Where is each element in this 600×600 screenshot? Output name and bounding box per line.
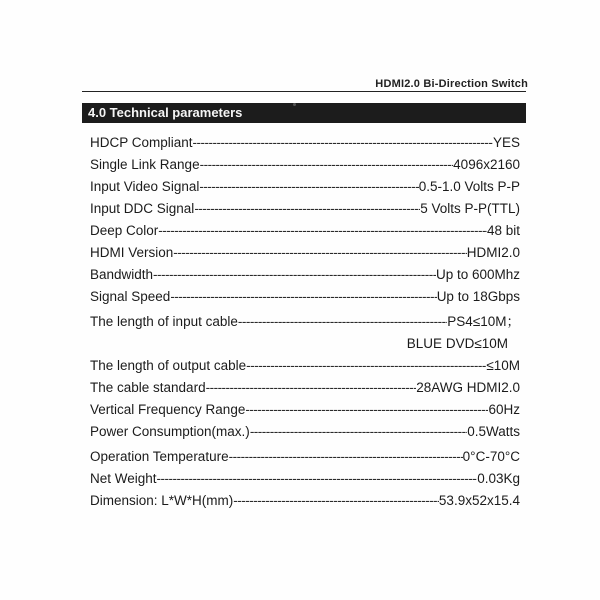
product-title: HDMI2.0 Bi-Direction Switch bbox=[375, 78, 528, 90]
section-header-bar bbox=[82, 103, 526, 123]
parameter-row bbox=[90, 220, 520, 242]
dotted-leader bbox=[158, 220, 487, 242]
parameter-row bbox=[90, 421, 520, 443]
parameter-label: Deep Color bbox=[90, 223, 159, 238]
dotted-leader bbox=[153, 264, 436, 286]
section-title: 4.0 Technical parameters bbox=[88, 105, 243, 120]
parameter-row bbox=[90, 490, 520, 512]
parameter-row bbox=[90, 154, 520, 176]
parameter-label: Vertical Frequency Range bbox=[90, 402, 246, 417]
parameter-label: Dimension: L*W*H(mm) bbox=[90, 493, 234, 508]
parameter-row bbox=[90, 311, 520, 333]
parameter-value: 5 Volts P-P(TTL) bbox=[420, 201, 520, 216]
parameter-label: Operation Temperature bbox=[90, 449, 229, 464]
technical-parameters-list bbox=[90, 132, 520, 512]
dotted-leader bbox=[173, 242, 466, 264]
dotted-leader bbox=[193, 132, 493, 154]
dotted-leader bbox=[246, 355, 486, 377]
parameter-value: 53.9x52x15.4 bbox=[438, 493, 520, 508]
parameter-label: Signal Speed bbox=[90, 289, 171, 304]
parameter-value: Up to 18Gbps bbox=[436, 289, 520, 304]
dotted-leader bbox=[194, 198, 420, 220]
parameter-label: The length of output cable bbox=[90, 358, 247, 373]
dotted-leader bbox=[200, 154, 454, 176]
parameter-label: Input Video Signal bbox=[90, 179, 200, 194]
parameter-value: YES bbox=[492, 135, 520, 150]
dotted-leader bbox=[250, 421, 467, 443]
parameter-value: 60Hz bbox=[488, 402, 520, 417]
parameter-value: Up to 600Mhz bbox=[435, 267, 520, 282]
dotted-leader bbox=[245, 399, 488, 421]
parameter-row bbox=[90, 446, 520, 468]
dotted-leader bbox=[229, 446, 463, 468]
parameter-value: 0°C-70°C bbox=[462, 449, 520, 464]
parameter-label: Single Link Range bbox=[90, 157, 200, 172]
dotted-leader bbox=[170, 286, 436, 308]
parameter-row bbox=[90, 377, 520, 399]
dotted-leader bbox=[238, 311, 447, 333]
parameter-value: PS4≤10M； bbox=[447, 314, 520, 329]
parameter-row bbox=[90, 264, 520, 286]
parameter-label: The length of input cable bbox=[90, 314, 238, 329]
parameter-row bbox=[90, 399, 520, 421]
parameter-value-continuation: BLUE DVD≤10M bbox=[406, 336, 508, 351]
dotted-leader bbox=[233, 490, 439, 512]
header-rule bbox=[82, 91, 526, 92]
dotted-leader bbox=[206, 377, 417, 399]
parameter-row bbox=[90, 355, 520, 377]
parameter-row bbox=[90, 176, 520, 198]
parameter-value: ≤10M bbox=[486, 358, 520, 373]
print-speck bbox=[293, 103, 296, 106]
parameter-label: HDMI Version bbox=[90, 245, 174, 260]
parameter-value: 28AWG HDMI2.0 bbox=[416, 380, 520, 395]
parameter-value: 4096x2160 bbox=[453, 157, 520, 172]
parameter-row bbox=[90, 286, 520, 308]
dotted-leader bbox=[157, 468, 478, 490]
parameter-row bbox=[90, 198, 520, 220]
parameter-label: Power Consumption(max.) bbox=[90, 424, 250, 439]
parameter-value: 0.03Kg bbox=[477, 471, 520, 486]
parameter-row bbox=[90, 132, 520, 154]
parameter-label: Bandwidth bbox=[90, 267, 154, 282]
parameter-row bbox=[90, 242, 520, 264]
parameter-label: The cable standard bbox=[90, 380, 206, 395]
parameter-value: 0.5Watts bbox=[467, 424, 520, 439]
parameter-value: 0.5-1.0 Volts P-P bbox=[418, 179, 520, 194]
parameter-label: Net Weight bbox=[90, 471, 157, 486]
parameter-row bbox=[90, 468, 520, 490]
parameter-label: Input DDC Signal bbox=[90, 201, 195, 216]
parameter-value: 48 bit bbox=[486, 223, 520, 238]
parameter-label: HDCP Compliant bbox=[90, 135, 193, 150]
dotted-leader bbox=[199, 176, 418, 198]
parameter-value: HDMI2.0 bbox=[466, 245, 520, 260]
